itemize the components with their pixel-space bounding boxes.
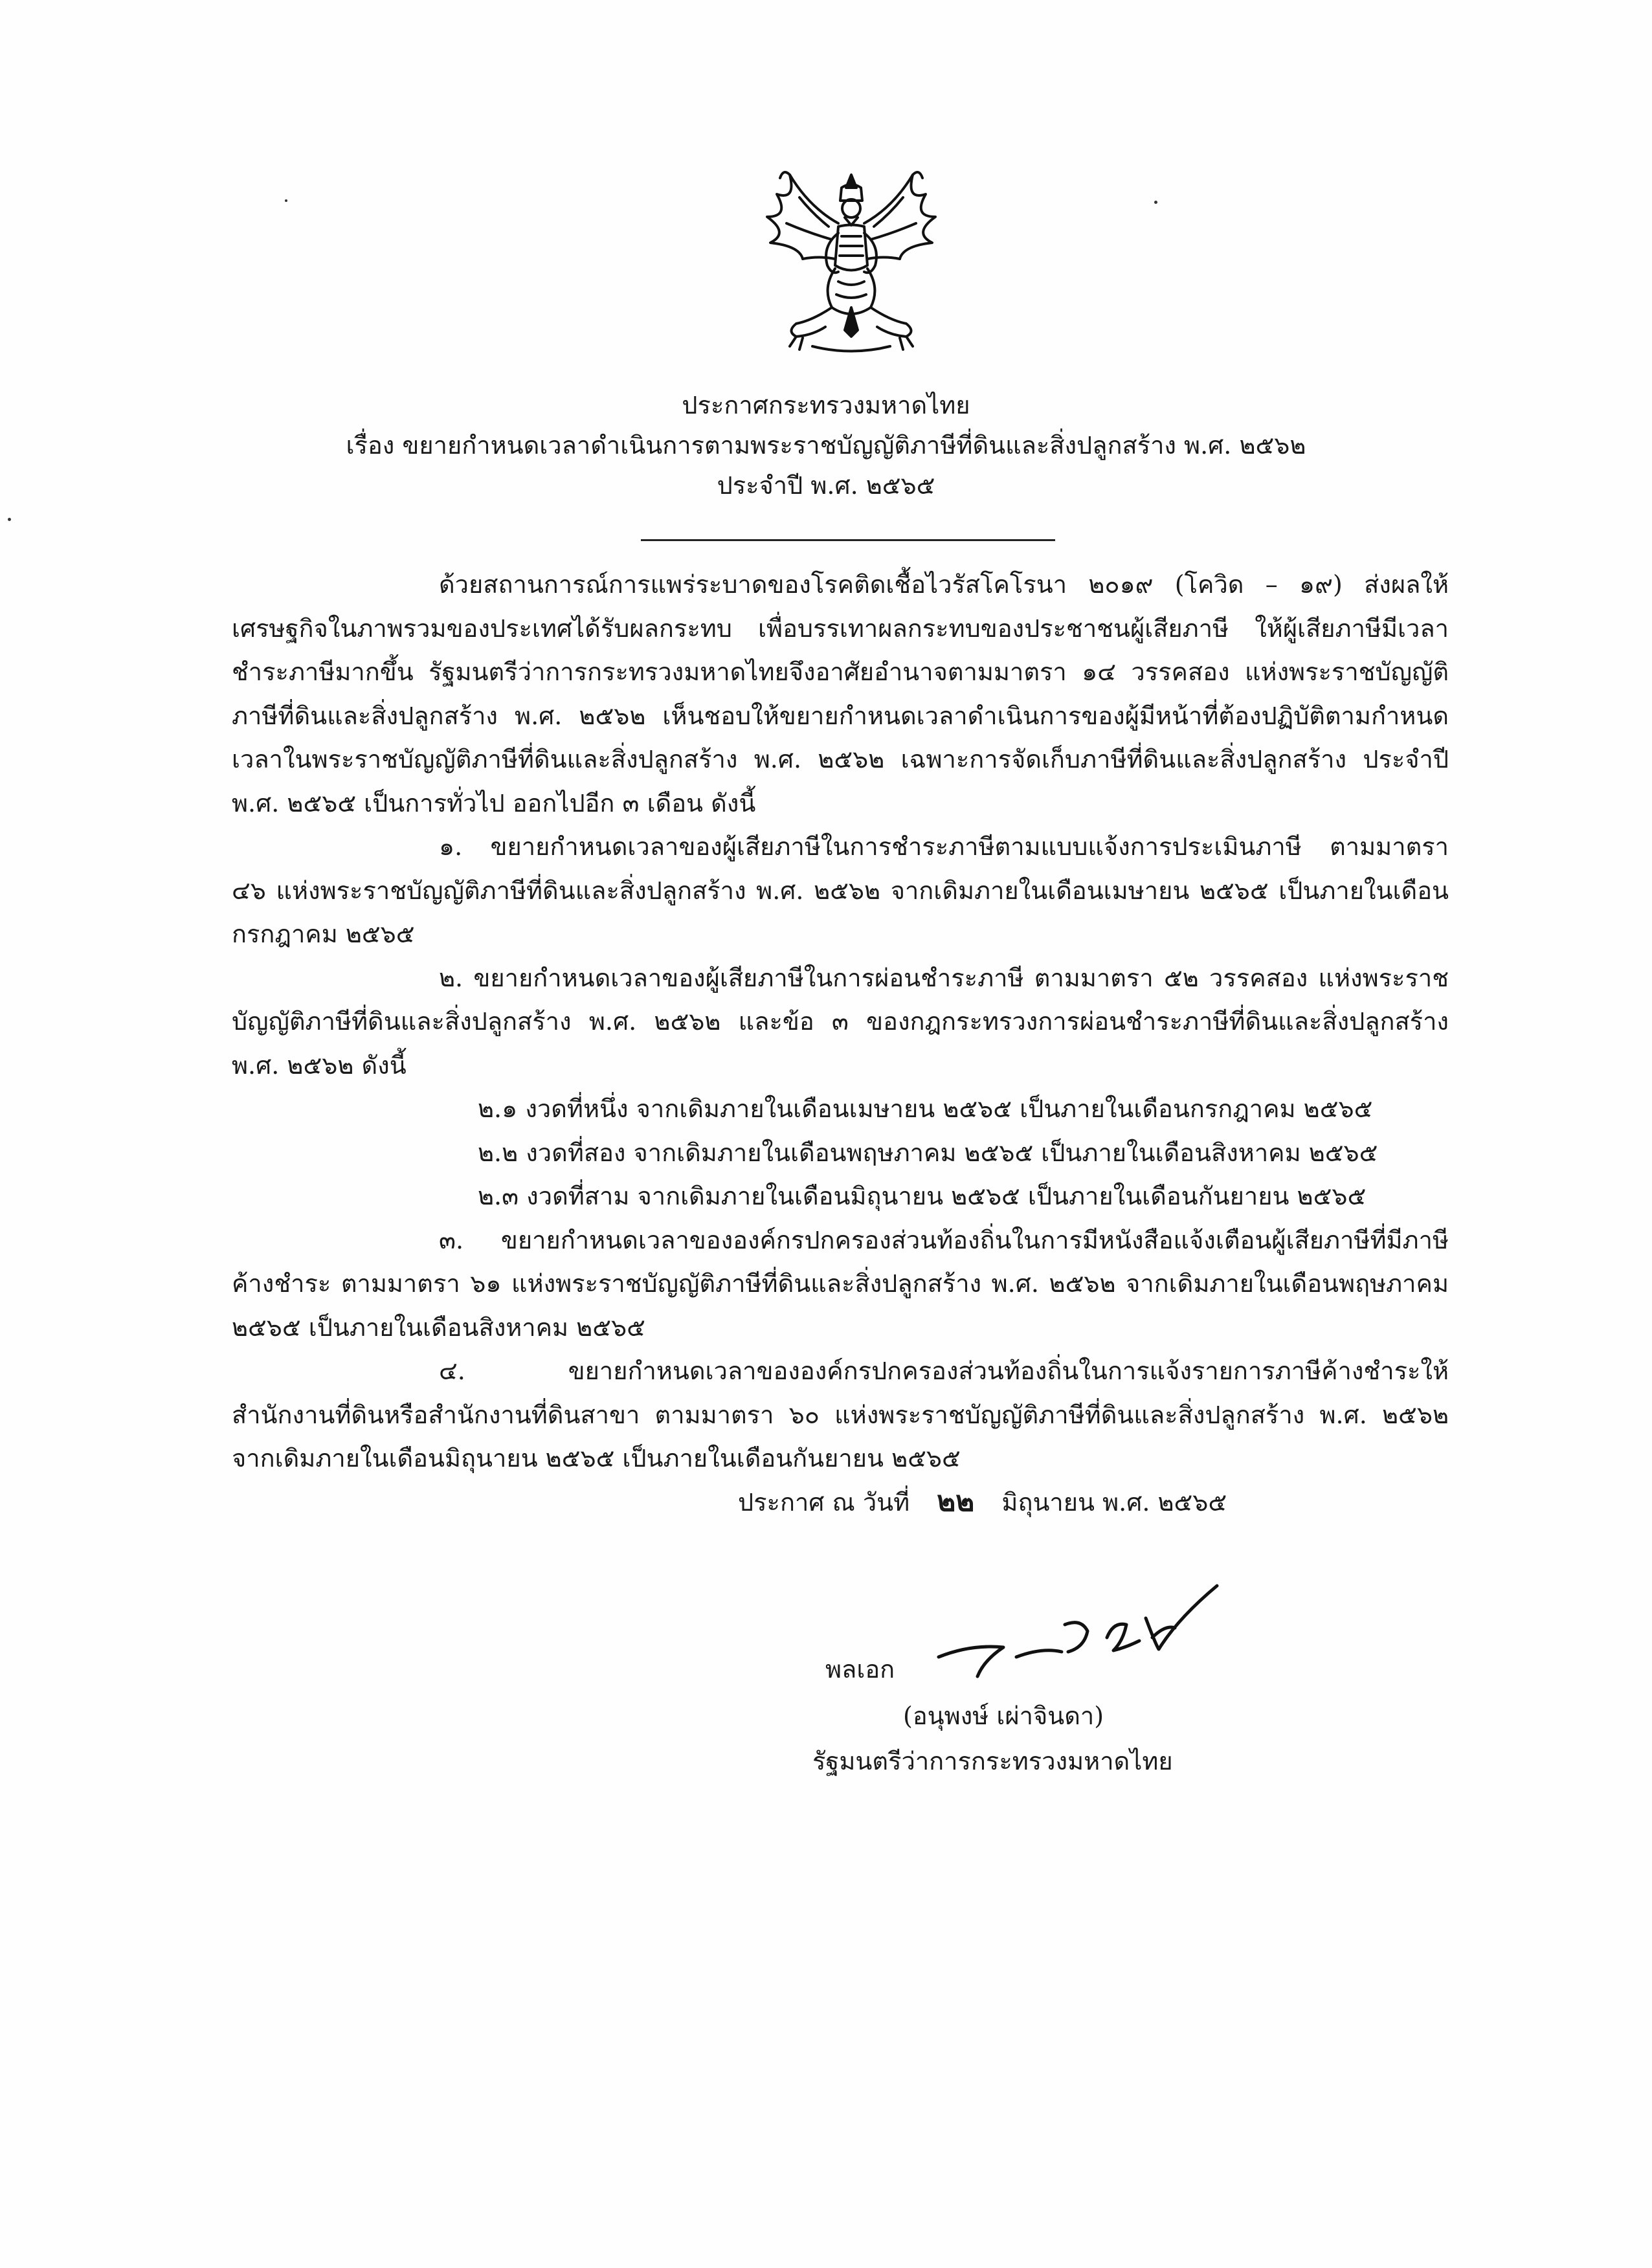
title-line-2: เรื่อง ขยายกำหนดเวลาดำเนินการตามพระราชบัญญัติภาษีที่ดินและสิ่งปลูกสร้าง พ.ศ. ๒๕๖๒ <box>346 431 1306 460</box>
signatory-position: รัฐมนตรีว่าการกระทรวงมหาดไทย <box>812 1747 1173 1775</box>
announcement-prefix: ประกาศ ณ วันที่ <box>738 1488 910 1517</box>
item-2-1-paragraph: ๒.๑ งวดที่หนึ่ง จากเดิมภายในเดือนเมษายน ๒๕๖๕ เป็นภายในเดือนกรกฎาคม ๒๕๖๕ <box>478 1095 1373 1123</box>
announcement-month-year: มิถุนายน พ.ศ. ๒๕๖๕ <box>1001 1488 1227 1517</box>
item-1-paragraph: ๑. ขยายกำหนดเวลาของผู้เสียภาษีในการชำระภาษีตามแบบแจ้งการประเมินภาษี ตามมาตรา ๔๖ แห่งพระราชบัญญัติภาษีที่ดินและสิ่งปลูกสร้าง พ.ศ. ๒๕๖๒ จากเดิมภายในเดือนเมษายน ๒๕๖๕ เป็นภายในเดือนกรกฎาคม ๒๕๖๕ <box>232 832 1449 948</box>
signatory-rank: พลเอก <box>825 1655 895 1684</box>
document-title <box>0 385 1652 506</box>
document-body <box>232 563 1449 1481</box>
scan-speck <box>285 199 287 202</box>
title-divider <box>641 539 1055 541</box>
handwritten-signature <box>932 1579 1230 1683</box>
item-3-paragraph: ๓. ขยายกำหนดเวลาขององค์กรปกครองส่วนท้องถิ่นในการมีหนังสือแจ้งเตือนผู้เสียภาษีที่มีภาษีค้างชำระ ตามมาตรา ๖๑ แห่งพระราชบัญญัติภาษีที่ดินและสิ่งปลูกสร้าง พ.ศ. ๒๕๖๒ จากเดิมภายในเดือนพฤษภาคม ๒๕๖๕ เป็นภายในเดือนสิงหาคม ๒๕๖๕ <box>232 1225 1449 1342</box>
signatory-name: (อนุพงษ์ เผ่าจินดา) <box>903 1702 1104 1730</box>
item-4-paragraph: ๔. ขยายกำหนดเวลาขององค์กรปกครองส่วนท้องถิ่นในการแจ้งรายการภาษีค้างชำระให้สำนักงานที่ดินหรือสำนักงานที่ดินสาขา ตามมาตรา ๖๐ แห่งพระราชบัญญัติภาษีที่ดินและสิ่งปลูกสร้าง พ.ศ. ๒๕๖๒ จากเดิมภายในเดือนมิถุนายน ๒๕๖๕ เป็นภายในเดือนกันยายน ๒๕๖๕ <box>232 1357 1449 1473</box>
title-line-3: ประจำปี พ.ศ. ๒๕๖๕ <box>717 471 935 500</box>
item-2-paragraph: ๒. ขยายกำหนดเวลาของผู้เสียภาษีในการผ่อนชำระภาษี ตามมาตรา ๕๒ วรรคสอง แห่งพระราชบัญญัติภาษีที่ดินและสิ่งปลูกสร้าง พ.ศ. ๒๕๖๒ และข้อ ๓ ของกฎกระทรวงการผ่อนชำระภาษีที่ดินและสิ่งปลูกสร้าง พ.ศ. ๒๕๖๒ ดังนี้ <box>232 963 1449 1080</box>
scan-speck <box>8 518 11 521</box>
scan-speck <box>1154 201 1157 204</box>
garuda-emblem-icon <box>751 162 952 369</box>
title-line-1: ประกาศกระทรวงมหาดไทย <box>682 391 970 419</box>
item-2-3-paragraph: ๒.๓ งวดที่สาม จากเดิมภายในเดือนมิถุนายน ๒๕๖๕ เป็นภายในเดือนกันยายน ๒๕๖๕ <box>478 1182 1367 1210</box>
announcement-date <box>738 1482 1227 1522</box>
intro-paragraph: ด้วยสถานการณ์การแพร่ระบาดของโรคติดเชื้อไวรัสโคโรนา ๒๐๑๙ (โควิด – ๑๙) ส่งผลให้เศรษฐกิจในภาพรวมของประเทศได้รับผลกระทบ เพื่อบรรเทาผลกระทบของประชาชนผู้เสียภาษี ให้ผู้เสียภาษีมีเวลาชำระภาษีมากขึ้น รัฐมนตรีว่าการกระทรวงมหาดไทยจึงอาศัยอำนาจตามมาตรา ๑๔ วรรคสอง แห่งพระราชบัญญัติภาษีที่ดินและสิ่งปลูกสร้าง พ.ศ. ๒๕๖๒ เห็นชอบให้ขยายกำหนดเวลาดำเนินการของผู้มีหน้าที่ต้องปฏิบัติตามกำหนดเวลาในพระราชบัญญัติภาษีที่ดินและสิ่งปลูกสร้าง พ.ศ. ๒๕๖๒ เฉพาะการจัดเก็บภาษีที่ดินและสิ่งปลูกสร้าง ประจำปี พ.ศ. ๒๕๖๕ เป็นการทั่วไป ออกไปอีก ๓ เดือน ดังนี้ <box>232 570 1449 817</box>
announcement-day: ๒๒ <box>937 1485 975 1518</box>
item-2-2-paragraph: ๒.๒ งวดที่สอง จากเดิมภายในเดือนพฤษภาคม ๒๕๖๕ เป็นภายในเดือนสิงหาคม ๒๕๖๕ <box>478 1138 1378 1167</box>
